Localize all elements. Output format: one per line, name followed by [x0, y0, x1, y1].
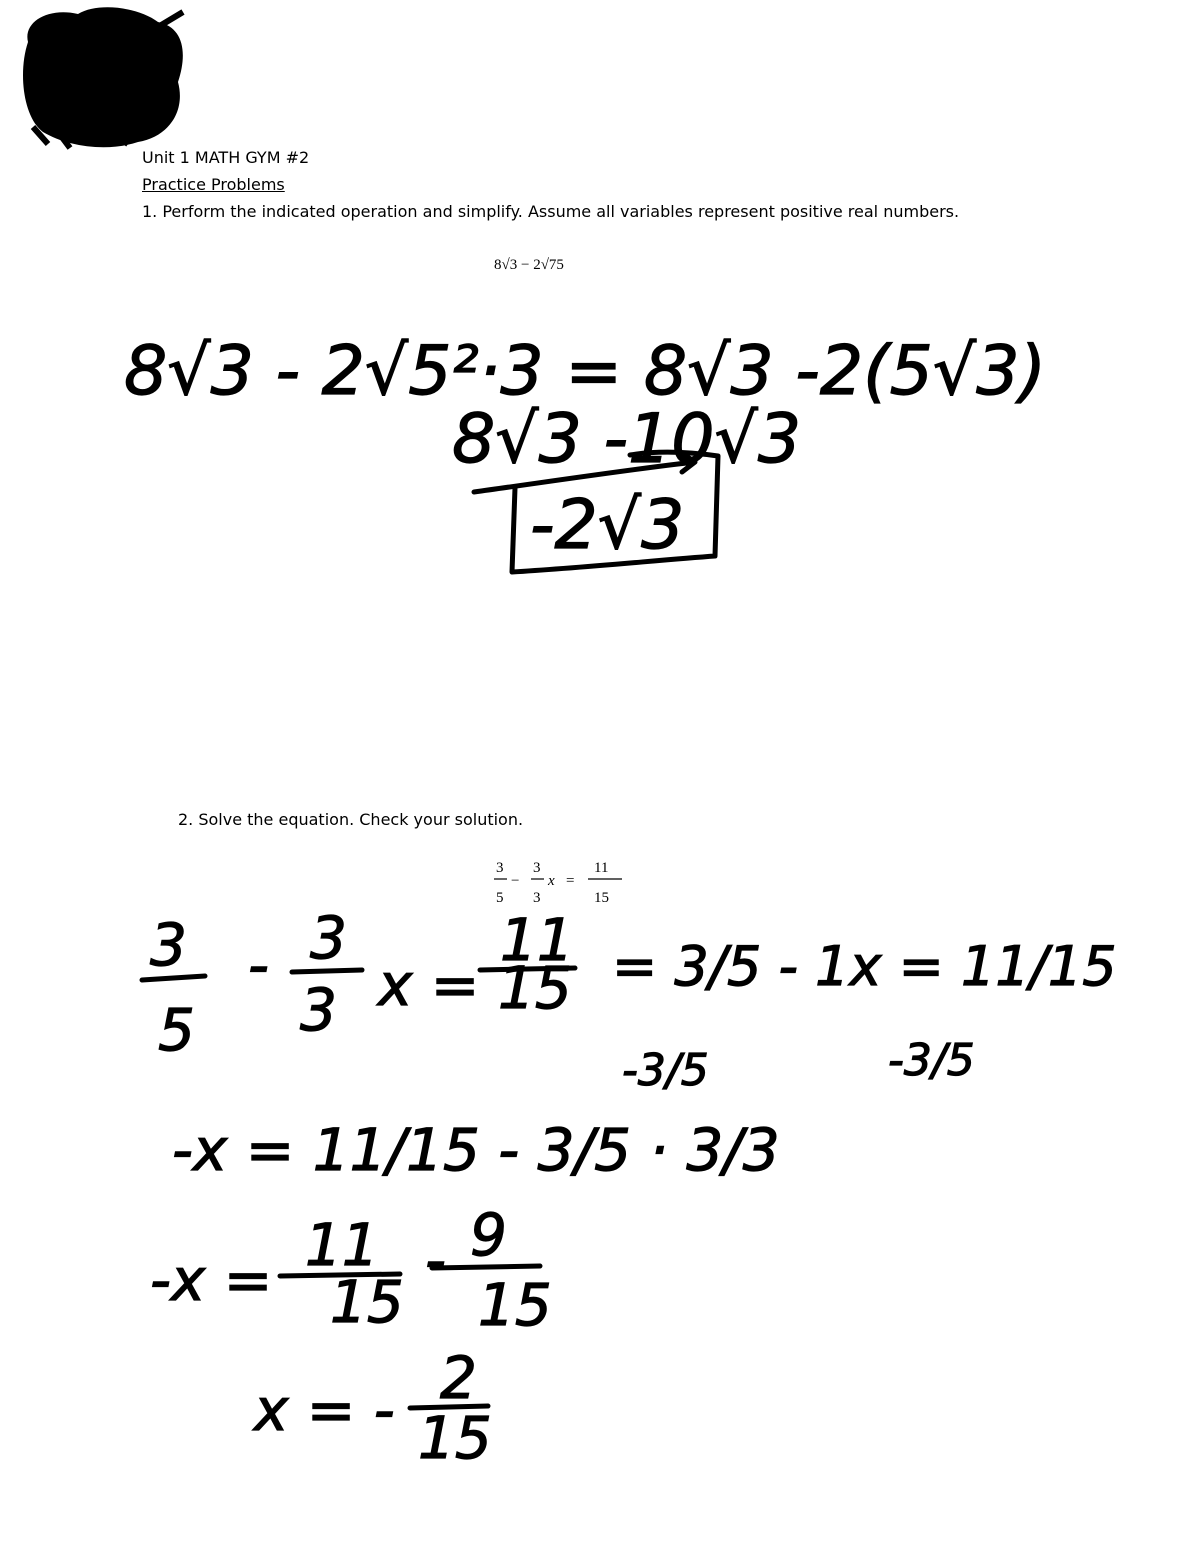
svg-text:−: −: [511, 873, 520, 889]
work-2-subtract-left: -3/5: [622, 1045, 709, 1096]
eq-variable: x: [548, 873, 555, 889]
eq-rhs-numerator: 11: [594, 860, 609, 876]
work-2-equivalent: = 3/5 - 1x = 11/15: [612, 935, 1117, 998]
page-title: Unit 1 MATH GYM #2: [142, 148, 310, 167]
work-2-line-3-op: -: [425, 1226, 446, 1294]
work-2-line-3-n2: 9: [470, 1201, 507, 1269]
svg-text:=: =: [566, 873, 575, 889]
eq-b-numerator: 3: [533, 860, 541, 876]
work-2-rhs-num: 11: [500, 906, 574, 974]
work-2-a-den: 5: [158, 996, 195, 1064]
work-2-a-num: 3: [150, 911, 187, 979]
work-2-b-den: 3: [300, 976, 337, 1044]
work-2-subtract-right: -3/5: [888, 1035, 975, 1086]
problem-1-prompt: 1. Perform the indicated operation and simplify. Assume all variables represent positive real numbers.: [142, 202, 960, 221]
eq-b-denominator: 3: [533, 890, 541, 906]
work-2-line-4-den: 15: [418, 1404, 492, 1472]
problem-1-expression: 8√3 − 2√75: [494, 257, 564, 273]
work-2-line-4-num: 2: [440, 1344, 477, 1412]
work-2-line-3-lhs: -x =: [150, 1246, 273, 1314]
problem-2-prompt: 2. Solve the equation. Check your solution.: [178, 810, 524, 829]
work-2-x-eq: x =: [378, 951, 480, 1019]
work-2-rhs-den: 15: [498, 954, 572, 1022]
work-2-line-4-lhs: x = -: [254, 1376, 395, 1444]
eq-a-numerator: 3: [496, 860, 504, 876]
work-2-line-3-d1: 15: [330, 1268, 404, 1336]
section-subtitle: Practice Problems: [142, 175, 285, 194]
work-1-line-2: 8√3 -10√3: [452, 400, 802, 479]
work-2-line-2: -x = 11/15 - 3/5 · 3/3: [172, 1116, 780, 1184]
work-1-answer: -2√3: [530, 486, 685, 565]
work-2-b-num: 3: [310, 904, 347, 972]
work-2-line-3-n1: 11: [305, 1211, 379, 1279]
eq-rhs-denominator: 15: [594, 890, 609, 906]
svg-text:-: -: [248, 931, 269, 999]
eq-a-denominator: 5: [496, 890, 504, 906]
work-1-line-1: 8√3 - 2√5²·3 = 8√3 -2(5√3): [124, 332, 1047, 411]
work-2-line-3-d2: 15: [478, 1271, 552, 1339]
